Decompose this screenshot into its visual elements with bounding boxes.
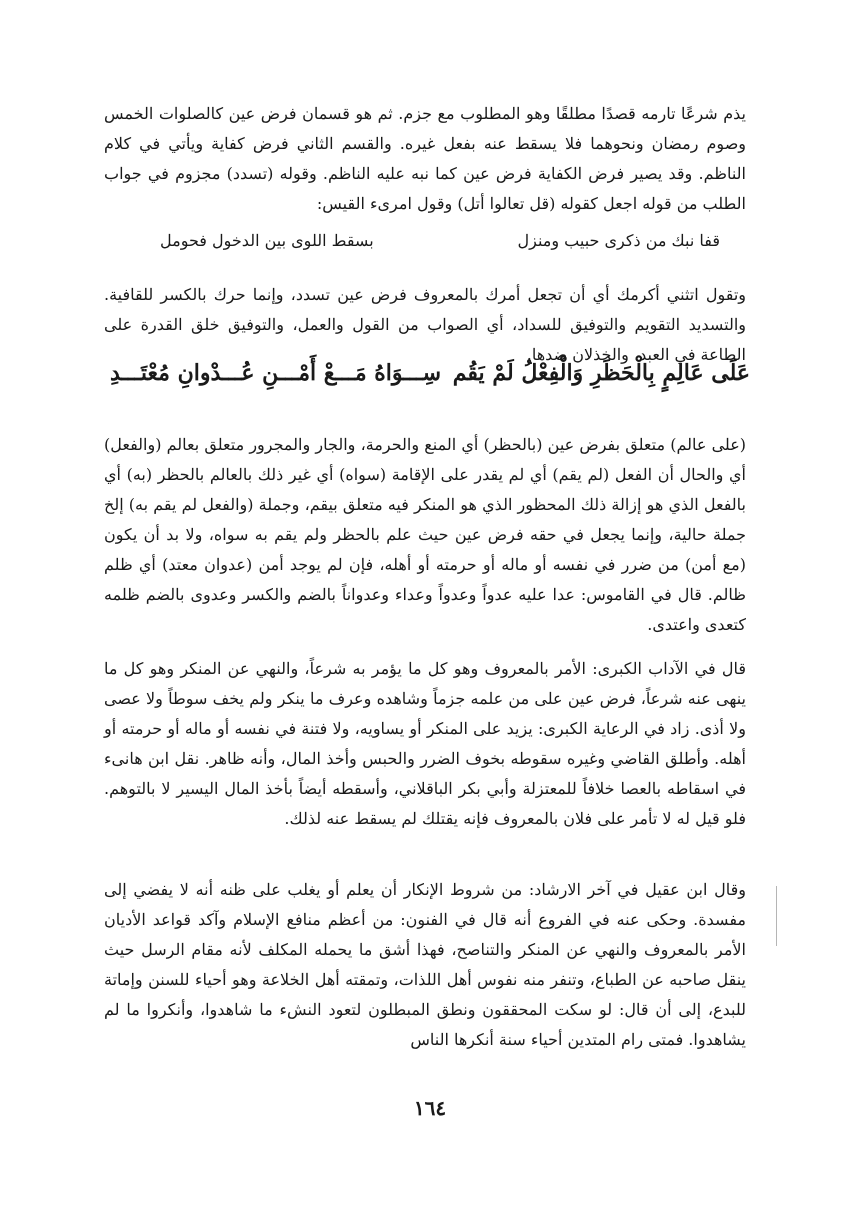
paragraph-text: يذم شرعًا تارمه قصدًا مطلقًا وهو المطلوب مع جزم. ثم هو قسمان فرض عين كالصلوات الخمس وصوم رمضان ونحوهما فلا يسقط عنه بفعل غيره. والقسم الثاني فرض كفاية ويأتي في كلام الناظم. وقد يصير فرض الكفاية فرض عين كما نبه عليه الناظم. وقوله (تسدد) مجزوم في جواب الطلب من قوله اجعل كقوله (قل تعالوا أتل) وقول امرىء القيس:	[104, 104, 747, 213]
page-number: ١٦٤	[413, 1096, 447, 1120]
main-poem-verse	[110, 360, 750, 400]
poem-second-hemistich: سِـــوَاهُ مَـــعْ أَمْـــنِ عُـــدْوانِ مُعْتَـــدِ	[110, 360, 442, 386]
poem-first-hemistich: عَلَى عَالِمٍ بِالْحَظَرِ وَالْفِعْلُ لَمْ يَقُم	[452, 360, 750, 386]
paragraph-text: (على عالم) متعلق بفرض عين (بالحظر) أي المنع والحرمة، والجار والمجرور متعلق بعالم (والفعل) أي والحال أن الفعل (لم يقم) أي لم يقدر على الإقامة (سواه) أي غير ذلك بالعالم بالحظر (به) أي بالفعل الذي هو إزالة ذلك المحظور الذي هو المنكر فيه متعلق بيقم، وجملة (والفعل لم يقم به) إلخ جملة حالية، وإنما يجعل في حقه فرض عين حيث علم بالحظر ولم يقم به سواه، ولا بد أن يكون (مع أمن) من ضرر في نفسه أو ماله أو حرمته أو أهله، فإن لم يوجد أمن (عدوان معتد) أي ظلم ظالم. قال في القاموس: عدا عليه عدواً وعدواً وعداء وعدواناً بالضم والكسر وعدوى بالضم ظلمه كتعدى واعتدى.	[104, 435, 747, 634]
quoted-verse-line	[160, 231, 720, 261]
paragraph-5	[104, 875, 746, 1055]
paragraph-text: وقال ابن عقيل في آخر الارشاد: من شروط الإنكار أن يعلم أو يغلب على ظنه أنه لا يفضي إلى مفسدة. وحكى عنه في الفروع أنه قال في الفنون: من أعظم منافع الإسلام وآكد قواعد الأديان الأمر بالمعروف والنهي عن المنكر والتناصح، فهذا أشق ما يحمله المكلف لأنه مقام الرسل حيث ينقل صاحبه عن الطباع، وتنفر منه نفوس أهل اللذات، وتمقته أهل الخلاعة وهو أحياء للسنن وإماتة للبدع، إلى أن قال: لو سكت المحققون ونطق المبطلون لتعود النشء ما شاهدوا، وأنكروا ما لم يشاهدوا. فمتى رام المتدين أحياء سنة أنكرها الناس	[104, 880, 747, 1049]
paragraph-1	[104, 99, 746, 219]
margin-line	[776, 886, 777, 946]
paragraph-3	[104, 430, 746, 640]
paragraph-4	[104, 654, 746, 834]
verse-first-hemistich: قفا نبك من ذكرى حبيب ومنزل	[517, 231, 720, 250]
paragraph-2	[104, 280, 746, 370]
paragraph-text: قال في الآداب الكبرى: الأمر بالمعروف وهو كل ما يؤمر به شرعاً، والنهي عن المنكر وهو كل ما ينهى عنه شرعاً، فرض عين على من علمه جزماً وشاهده وعرف ما ينكر ولم يخف سوطاً ولا عصى ولا أذى. زاد في الرعاية الكبرى: يزيد على المنكر أو يساويه، ولا فتنة في نفسه أو ماله أو حرمته أو أهله. وأطلق القاضي وغيره سقوطه بخوف الضرر والحبس وأخذ المال، وأنه ظاهر. نقل ابن هانىء في اسقاطه بالعصا خلافاً للمعتزلة وأبي بكر الباقلاني، وأسقطه أيضاً بأخذ المال اليسير لا بالتوهم. فلو قيل له لا تأمر على فلان بالمعروف فإنه يقتلك لم يسقط عنه لذلك.	[104, 659, 746, 828]
verse-second-hemistich: بسقط اللوى بين الدخول فحومل	[160, 231, 374, 250]
paragraph-text: وتقول اتثني أكرمك أي أن تجعل أمرك بالمعروف فرض عين تسدد، وإنما حرك بالكسر للقافية. والتسديد التقويم والتوفيق للسداد، أي الصواب من القول والعمل، والتوفيق خلق القدرة على الطاعة في العبد، والخذلان ضدها.	[104, 285, 746, 364]
